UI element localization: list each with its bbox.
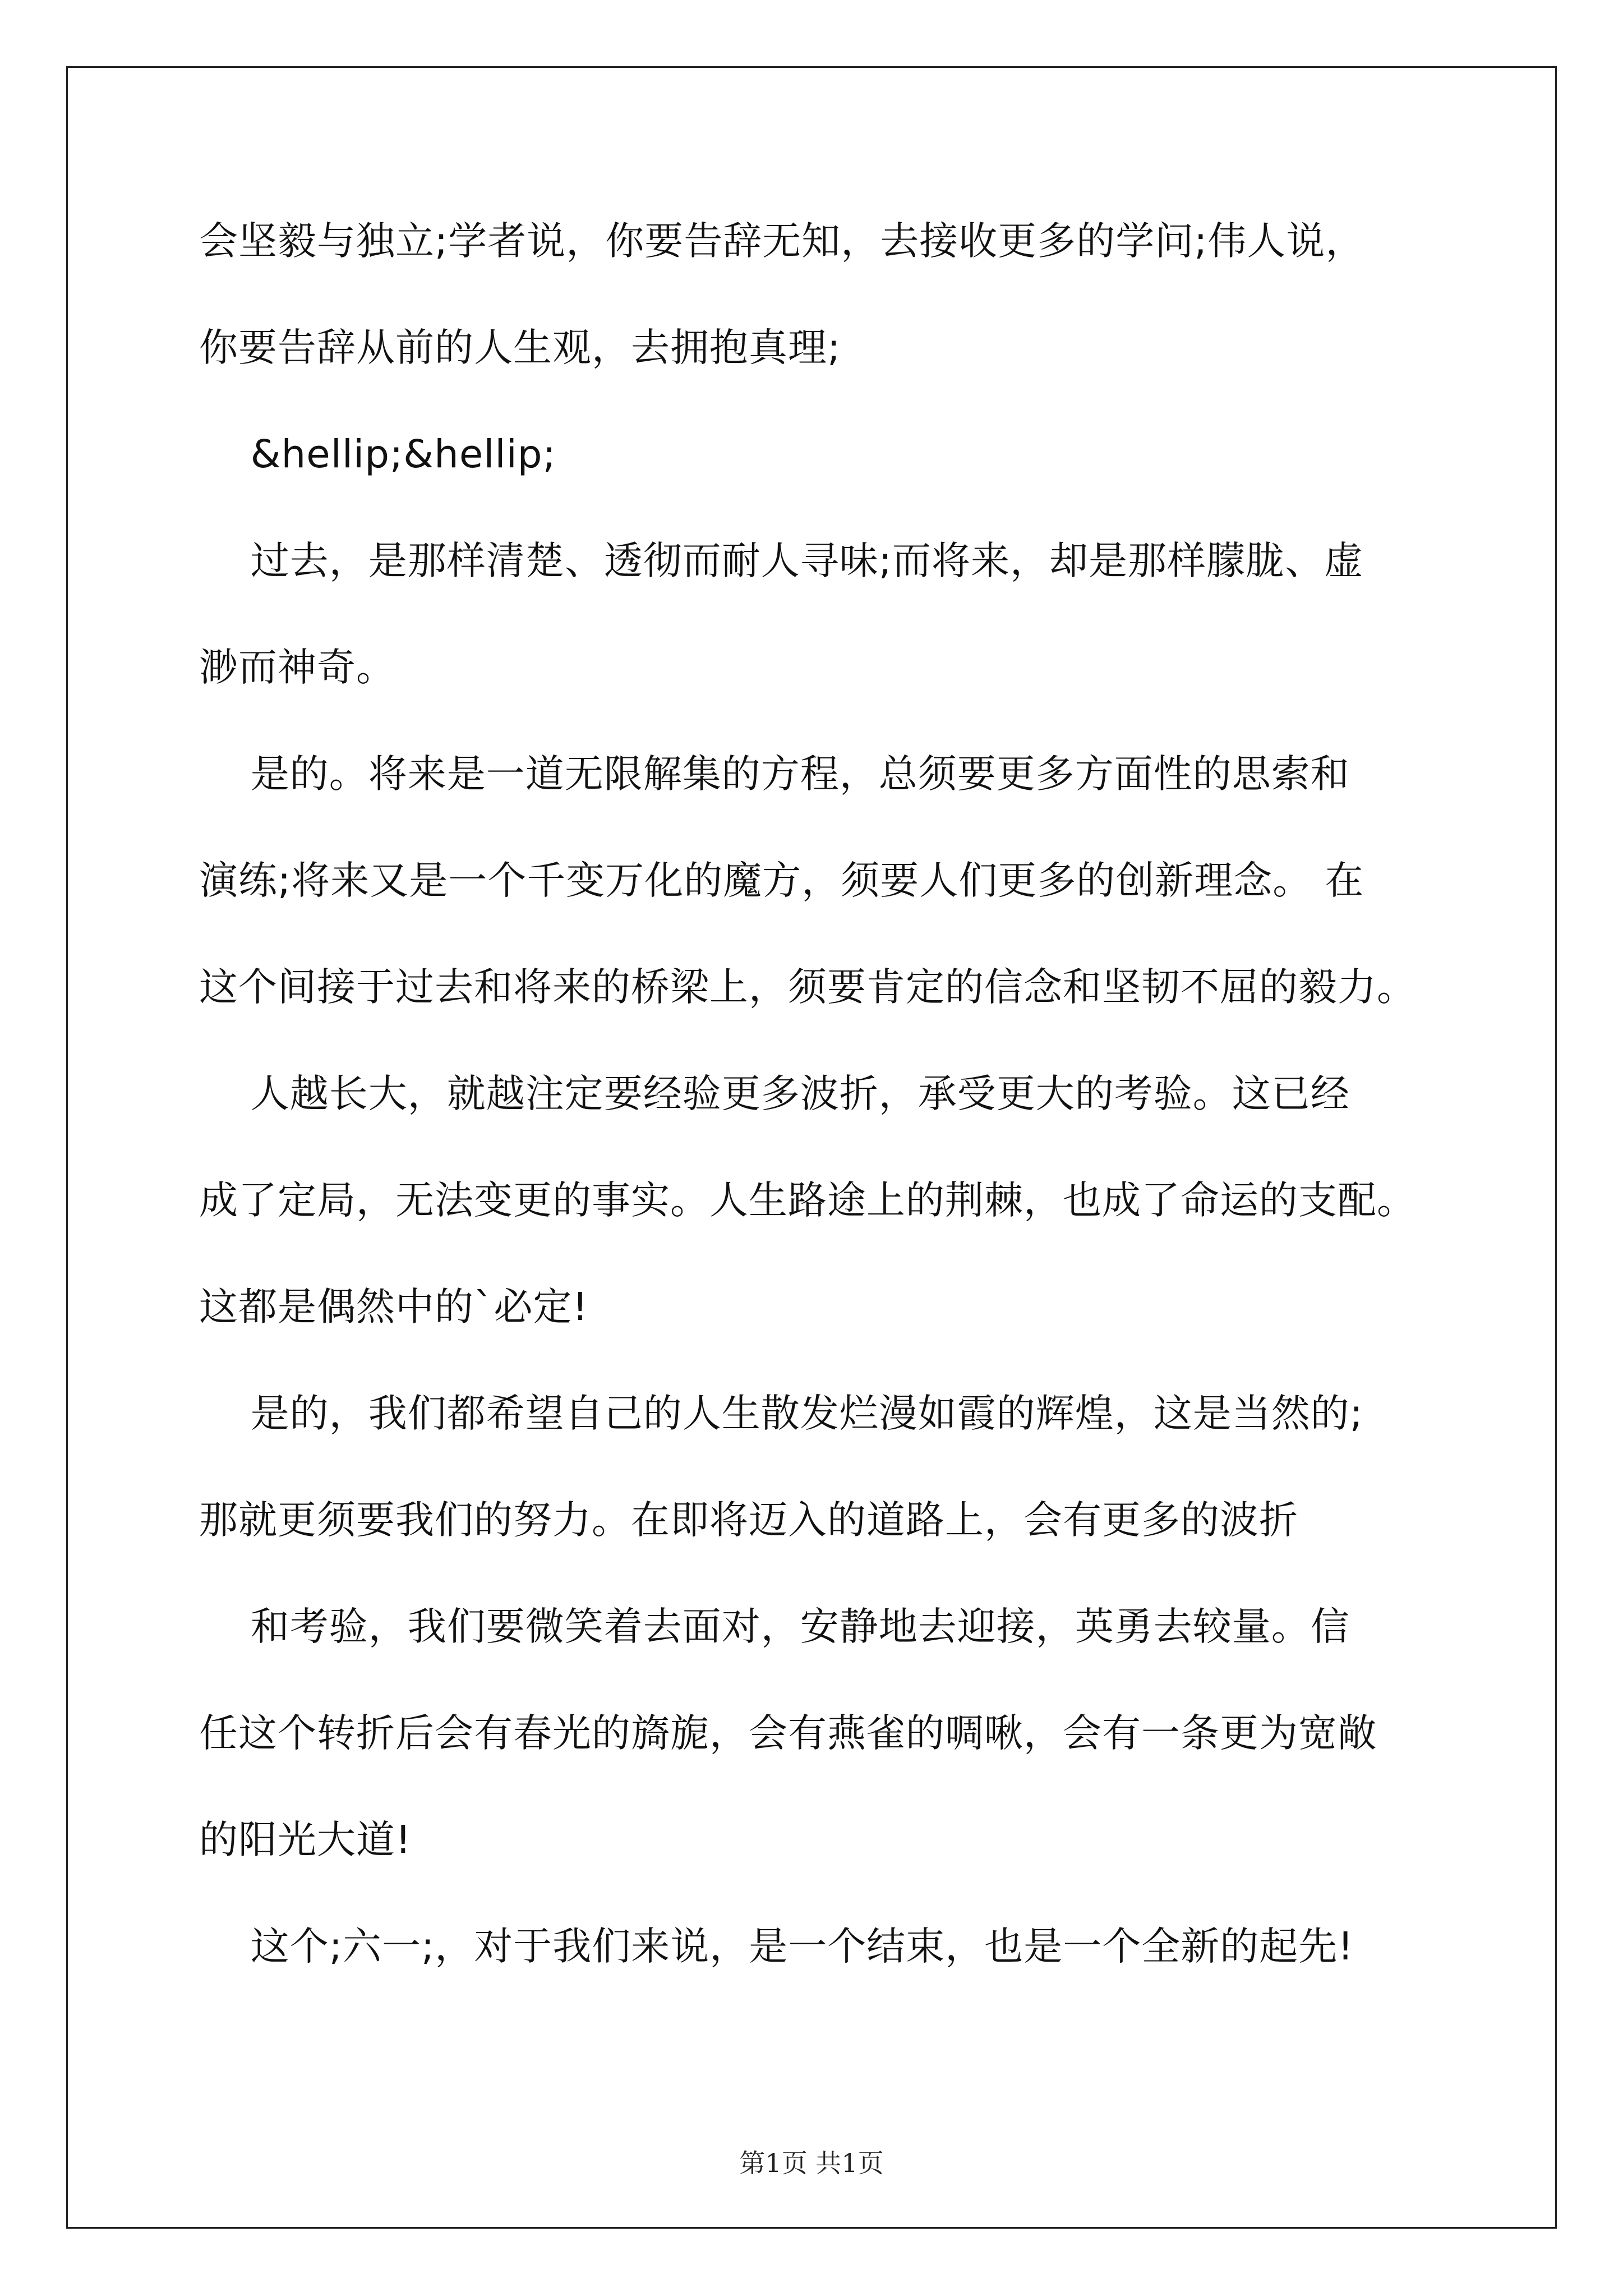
text-line: 人越长大，就越注定要经验更多波折，承受更大的考验。这已经 <box>199 1071 1350 1116</box>
text-line: 这个;六一;，对于我们来说，是一个结束，也是一个全新的起先! <box>199 1924 1354 1969</box>
text-line: 那就更须要我们的努力。在即将迈入的道路上，会有更多的波折 <box>199 1498 1298 1543</box>
text-line: 演练;将来又是一个千变万化的魔方，须要人们更多的创新理念。 在 <box>199 858 1364 903</box>
text-line: 这都是偶然中的`必定! <box>199 1285 589 1329</box>
text-line: 任这个转折后会有春光的旖旎，会有燕雀的啁啾，会有一条更为宽敞 <box>199 1711 1377 1756</box>
text-line: 渺而神奇。 <box>199 645 395 690</box>
text-line: 和考验，我们要微笑着去面对，安静地去迎接，英勇去较量。信 <box>199 1604 1350 1649</box>
text-line: 过去，是那样清楚、透彻而耐人寻味;而将来，却是那样朦胧、虚 <box>199 539 1363 583</box>
text-line: 你要告辞从前的人生观，去拥抱真理; <box>199 325 841 370</box>
page-footer: 第1页 共1页 <box>739 2148 884 2178</box>
text-line: 是的。将来是一道无限解集的方程，总须要更多方面性的思索和 <box>199 752 1350 797</box>
text-line: 这个间接于过去和将来的桥梁上，须要肯定的信念和坚韧不屈的毅力。 <box>199 965 1416 1010</box>
text-line: 成了定局，无法变更的事实。人生路途上的荆棘，也成了命运的支配。 <box>199 1178 1416 1223</box>
text-line: 的阳光大道! <box>199 1818 412 1862</box>
text-line: 是的，我们都希望自己的人生散发烂漫如霞的辉煌，这是当然的; <box>199 1391 1363 1436</box>
text-line: &hellip;&hellip; <box>199 432 556 477</box>
page-border <box>66 66 1557 2229</box>
text-line: 会坚毅与独立;学者说，你要告辞无知，去接收更多的学问;伟人说， <box>199 219 1365 264</box>
